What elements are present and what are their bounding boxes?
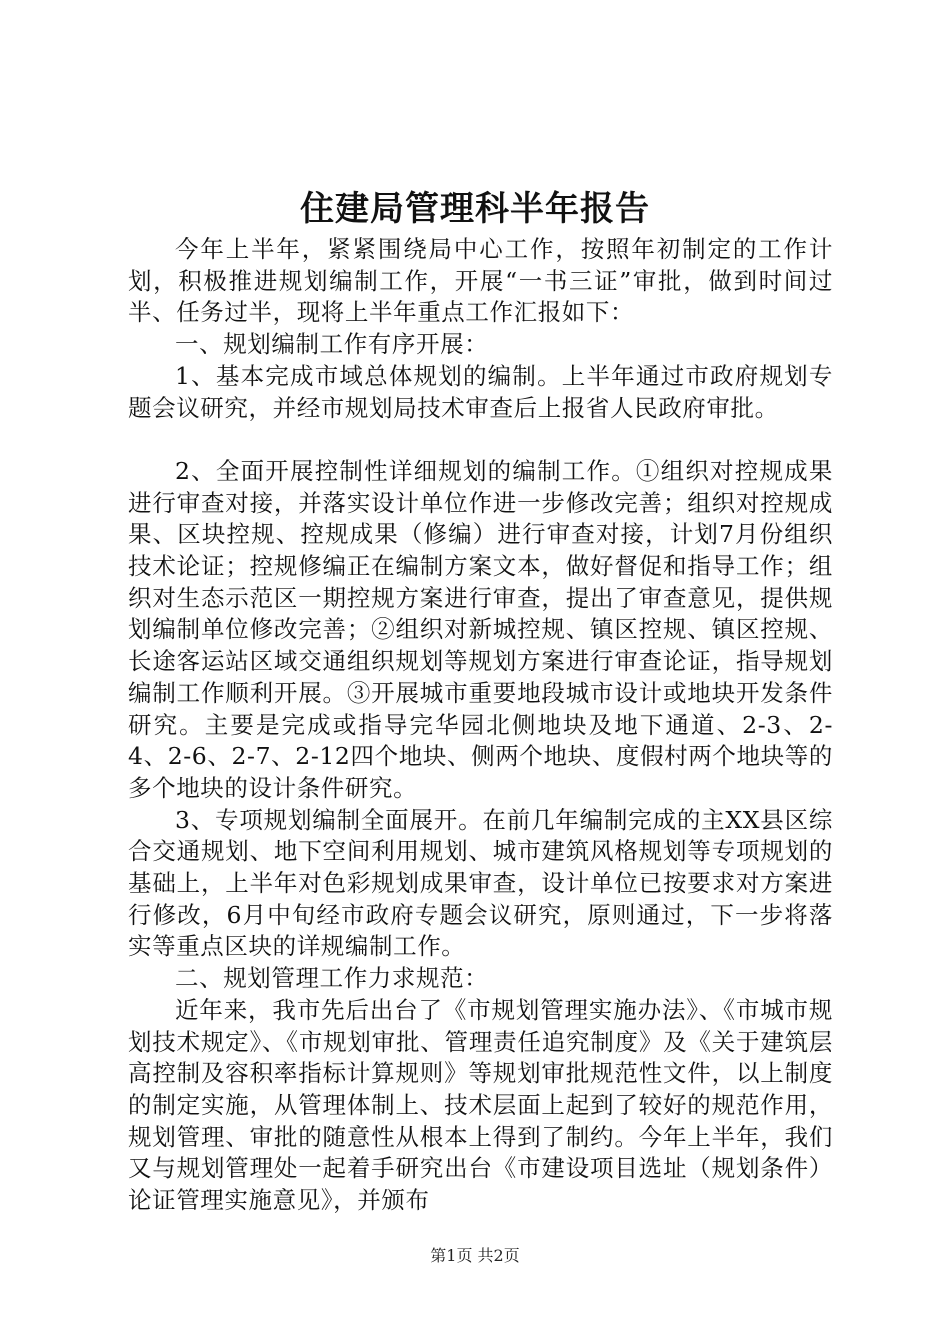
paragraph-item-1: 1、基本完成市域总体规划的编制。上半年通过市政府规划专题会议研究，并经市规划局技术审查后上报省人民政府审批。 bbox=[128, 361, 833, 422]
document-title: 住建局管理科半年报告 bbox=[300, 189, 650, 229]
page-footer: 第1页 共2页 bbox=[430, 1246, 520, 1265]
section-heading-2: 二、规划管理工作力求规范： bbox=[175, 964, 489, 993]
paragraph-item-2: 2、全面开展控制性详细规划的编制工作。①组织对控规成果进行审查对接，并落实设计单位作进一步修改完善；组织对控规成果、区块控规、控规成果（修编）进行审查对接，计划7月份组织技术论证；控规修编正在编制方案文本，做好督促和指导工作；组织对生态示范区一期控规方案进行审查，提出了审查意见，提供规划编制单位修改完善；②组织对新城控规、镇区控规、镇区控规、长途客运站区域交通组织规划等规划方案进行审查论证，指导规划编制工作顺利开展。③开展城市重要地段城市设计或地块开发条件研究。主要是完成或指导完华园北侧地块及地下通道、2-3、2-4、2-6、2-7、2-12四个地块、侧两个地块、度假村两个地块等的多个地块的设计条件研究。 bbox=[128, 456, 833, 802]
paragraph-intro: 今年上半年，紧紧围绕局中心工作，按照年初制定的工作计划，积极推进规划编制工作，开展“一书三证”审批，做到时间过半、任务过半，现将上半年重点工作汇报如下： bbox=[128, 235, 833, 327]
paragraph-regulations: 近年来，我市先后出台了《市规划管理实施办法》、《市城市规划技术规定》、《市规划审批、管理责任追究制度》及《关于建筑层高控制及容积率指标计算规则》等规划审批规范性文件，以上制度的制定实施，从管理体制上、技术层面上起到了较好的规范作用，规划管理、审批的随意性从根本上得到了制约。今年上半年，我们又与规划管理处一起着手研究出台《市建设项目选址（规划条件）论证管理实施意见》，并颁布 bbox=[128, 995, 833, 1215]
document-body bbox=[128, 234, 833, 1217]
section-heading-1: 一、规划编制工作有序开展： bbox=[175, 330, 489, 359]
paragraph-item-3: 3、专项规划编制全面展开。在前几年编制完成的主XX县区综合交通规划、地下空间利用规划、城市建筑风格规划等专项规划的基础上，上半年对色彩规划成果审查，设计单位已按要求对方案进行修改，6月中旬经市政府专题会议研究，原则通过，下一步将落实等重点区块的详规编制工作。 bbox=[128, 805, 833, 961]
